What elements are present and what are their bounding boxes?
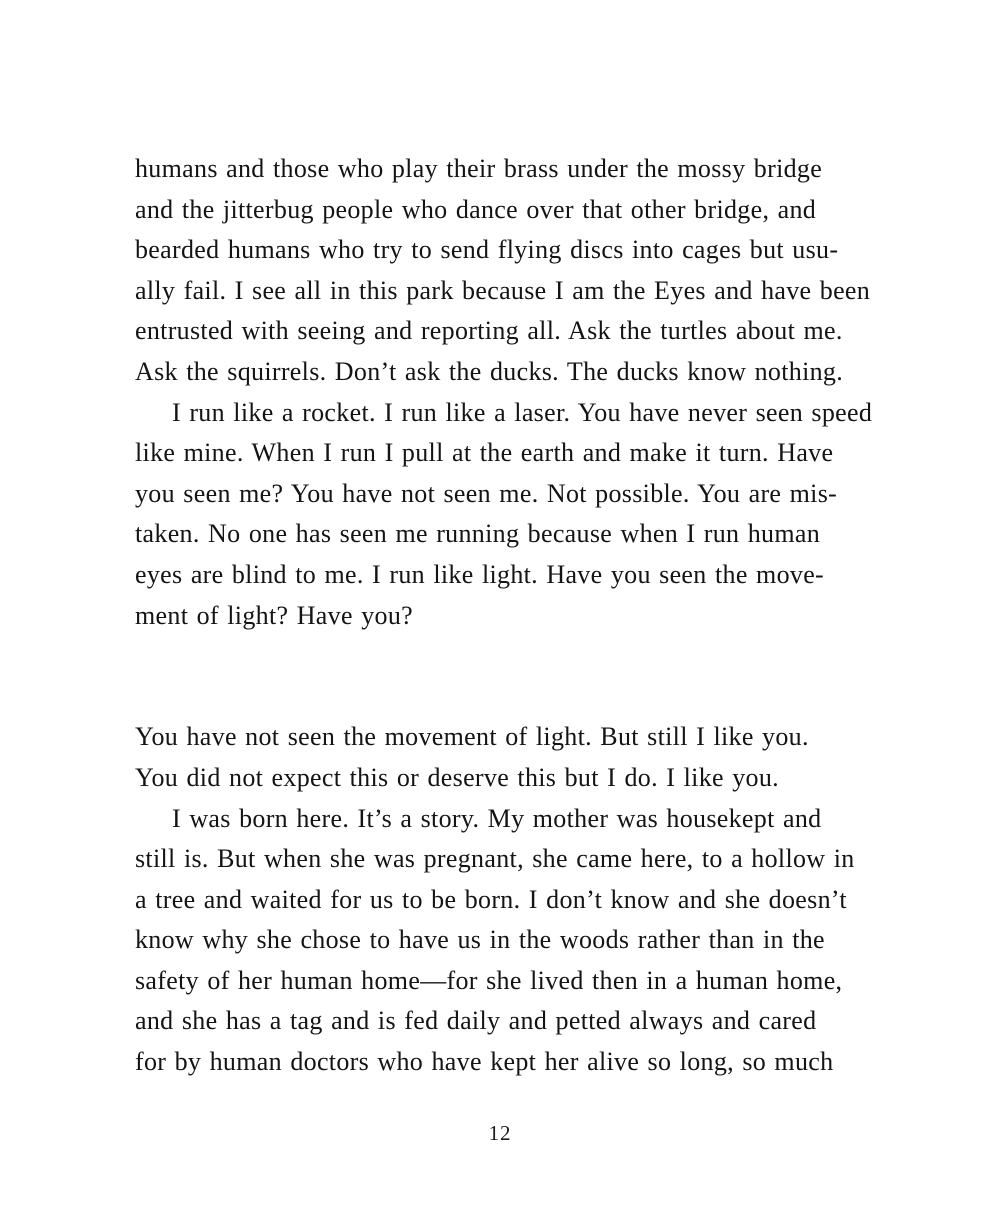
text-line: bearded humans who try to send flying discs into cages but usu- [135, 235, 839, 265]
text-line: and she has a tag and is fed daily and petted always and cared [135, 1006, 817, 1036]
page-number: 12 [488, 1121, 512, 1145]
text-line: ally fail. I see all in this park because I am the Eyes and have been [135, 275, 871, 305]
text-line: for by human doctors who have kept her alive so long, so much [135, 1047, 834, 1077]
text-line: still is. But when she was pregnant, she came here, to a hollow in [135, 844, 855, 874]
text-line: ment of light? Have you? [135, 600, 413, 630]
text-line: a tree and waited for us to be born. I don’t know and she doesn’t [135, 884, 847, 914]
text-line: I run like a rocket. I run like a laser. You have never seen speed [172, 397, 873, 427]
text-line: and the jitterbug people who dance over that other bridge, and [135, 194, 817, 224]
text-line: safety of her human home—for she lived then in a human home, [135, 965, 843, 995]
text-line: entrusted with seeing and reporting all. Ask the turtles about me. [135, 316, 843, 346]
text-line: You did not expect this or deserve this but I do. I like you. [135, 762, 779, 792]
paragraph [135, 799, 880, 1083]
text-line: eyes are blind to me. I run like light. Have you seen the move- [135, 559, 825, 589]
body-text [135, 149, 880, 1083]
paragraph [135, 393, 880, 637]
text-line: Ask the squirrels. Don’t ask the ducks. The ducks know nothing. [135, 356, 844, 386]
text-line: like mine. When I run I pull at the earth and make it turn. Have [135, 438, 834, 468]
text-line: taken. No one has seen me running because when I run human [135, 519, 821, 549]
paragraph [135, 717, 880, 798]
text-line: humans and those who play their brass under the mossy bridge [135, 154, 823, 183]
text-line: you seen me? You have not seen me. Not possible. You are mis- [135, 478, 838, 508]
text-line: I was born here. It’s a story. My mother was housekept and [172, 803, 822, 833]
text-line: know why she chose to have us in the woods rather than in the [135, 925, 825, 955]
text-line: You have not seen the movement of light. But still I like you. [135, 722, 809, 752]
paragraph [135, 149, 880, 393]
